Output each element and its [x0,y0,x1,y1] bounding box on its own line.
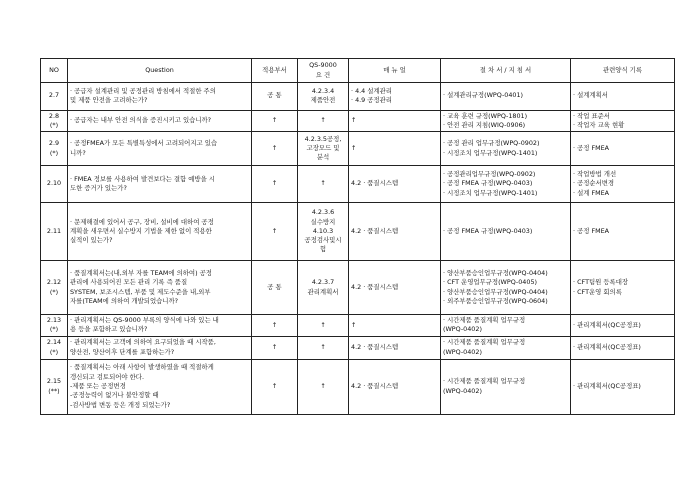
cell-manual [349,315,441,337]
table-row [41,261,675,315]
header-procedure: 절 차 서 / 지 침 서 [441,59,571,83]
cell-forms-line: · CFT운영 회의록 [573,287,622,296]
cell-department-line: ↑ [271,116,278,125]
header-forms: 관련양식 기록 [571,59,675,83]
cell-qs9000-line: ↑ [320,342,326,351]
cell-qs9000 [298,261,349,315]
cell-department [252,166,298,203]
cell-forms [571,336,675,359]
cell-no-line: 2.11 [46,226,62,235]
cell-question-line: · 공정FMEA가 모든 특별특성에서 고려되어지고 있습 [70,139,218,148]
cell-no [41,110,68,132]
cell-procedure-line: · 외주부품승인업무규정(WPQ-0604) [443,296,548,305]
cell-no [41,261,68,315]
cell-qs9000 [298,110,349,132]
cell-qs9000-line: 4.2.3.7 [311,278,335,287]
cell-qs9000-line: 분석 [316,153,330,162]
cell-procedure-line: · 시간제품 품질계획 업무규정 [443,377,526,386]
cell-forms-line: · 공정 FMEA [573,226,610,235]
cell-question [68,110,252,132]
cell-question [68,166,252,203]
cell-qs9000 [298,132,349,166]
cell-manual [349,110,441,132]
cell-manual-line: ↑ [351,143,357,152]
cell-forms [571,203,675,261]
cell-procedure-line: · 공정관리업무규정(WPQ-0902) [443,170,536,179]
cell-qs9000-line: 4.2.3.5공정, [304,134,342,143]
cell-question [68,315,252,337]
audit-checklist-table [40,58,675,415]
cell-procedure-line: · 시간제품 품질계획 업무규정 [443,316,526,325]
cell-manual-line: · 4.9 공정관리 [351,96,392,104]
cell-no-line: 2.14 [46,338,62,347]
cell-department [252,261,298,315]
cell-manual-line: 4.2 · 품질시스템 [351,381,399,390]
cell-procedure [441,261,571,315]
cell-question-line: -제품 또는 공정변경 [70,381,126,390]
cell-no [41,132,68,166]
cell-qs9000-line: ↑ [320,116,326,125]
cell-forms [571,315,675,337]
table-row [41,336,675,359]
cell-department [252,203,298,261]
cell-procedure-line: · 시간제품 품질계획 업무규정 [443,338,526,347]
cell-forms-line: · 공정순서변경 [573,179,615,188]
cell-qs9000-line: 제품안전 [310,96,336,104]
cell-forms-line: · 관리계획서(QC공정표) [573,342,641,351]
cell-procedure [441,132,571,166]
table-row [41,110,675,132]
cell-forms-line: · 작업 표준서 [573,111,610,120]
cell-no-line: 2.7 [48,91,60,100]
cell-procedure [441,359,571,414]
cell-no-line: (*) [49,325,59,334]
cell-forms-line: · 작업자 교육 현황 [573,120,625,129]
cell-procedure-line: · 공정 FMEA 규정(WPQ-0403) [443,179,533,188]
cell-question [68,359,252,414]
cell-department-line: ↑ [271,381,278,390]
table-row [41,359,675,414]
cell-no-line: 2.12 [46,278,62,287]
cell-question [68,82,252,110]
cell-qs9000-line: 고장모드 및 [306,143,340,152]
cell-procedure [441,336,571,359]
cell-procedure-line: · 교육 훈련 규정(WPQ-1801) [443,111,528,120]
cell-department-line: ↑ [271,342,278,351]
cell-procedure [441,166,571,203]
cell-procedure-line: · 양산부품승인업무규정(WPQ-0404) [443,269,548,277]
cell-question-line: -공정능력이 없거나 불안정할 때 [70,391,159,400]
cell-question-line: 계획을 새우면서 실수방지 기법을 제한 없이 적용한 [70,226,212,235]
cell-department-line: 공 통 [267,91,282,100]
cell-question-line: 자를(TEAM에 의하여 개발되었습니까? [70,296,179,305]
cell-forms-line: · CFT팀원 등록대장 [573,278,629,287]
cell-question [68,261,252,315]
header-qs9000 [298,59,349,83]
header-department: 적용부서 [252,59,298,83]
cell-no-line: 2.15 [46,377,62,386]
cell-qs9000 [298,82,349,110]
cell-question [68,203,252,261]
cell-question-line: 관리에 사용되어진 모든 관리 기록 즉 품질 [70,278,188,287]
cell-no-line: 2.8 [48,111,60,120]
cell-department-line: ↑ [271,320,278,329]
cell-question-line: 용 등을 포함하고 있습니까? [70,325,148,334]
cell-question [68,336,252,359]
table-row [41,203,675,261]
cell-forms-line: · 관리계획서(QC공정표) [573,320,641,329]
cell-question-line: · 품질계획서는(내,외부 자를 TEAM에 의하여) 공정 [70,269,212,277]
cell-no [41,359,68,414]
cell-procedure-line: · CFT 운영업무규정(WPQ-0405) [443,278,538,287]
cell-forms-line: · 설계 FMEA [573,188,610,197]
cell-question-line: 실적이 있는가? [70,236,113,245]
cell-manual [349,203,441,261]
cell-manual-line: 4.2 · 품질시스템 [351,226,399,235]
cell-qs9000-line: 관리계획서 [307,287,339,296]
table-row [41,82,675,110]
cell-procedure-line: · 공정 관리 업무규정(WPQ-0902) [443,139,540,148]
cell-procedure-line: · 설계관리규정(WPQ-0401) [443,91,524,100]
cell-manual [349,166,441,203]
cell-department [252,315,298,337]
cell-forms-line: · 관리계획서(QC공정표) [573,381,641,390]
cell-question-line: · 문제해결에 있어서 공구, 장비, 설비에 대하여 공정 [70,217,214,226]
cell-procedure [441,203,571,261]
cell-forms [571,132,675,166]
cell-question-line: 및 제품 안전을 고려하는가? [70,96,148,104]
cell-question-line: 양산전, 양산이후 단계를 포함하는가? [70,347,175,356]
cell-no [41,315,68,337]
cell-no [41,82,68,110]
cell-department-line: 공 통 [267,282,282,291]
cell-qs9000-line: ↑ [320,179,326,188]
cell-no-line: (*) [49,148,59,157]
header-manual: 매 뉴 얼 [349,59,441,83]
cell-procedure-line: · 양산부품승인업무규정(WPQ-0404) [443,287,548,296]
cell-question-line: 니까? [70,148,86,157]
cell-manual-line: 4.2 · 품질시스템 [351,342,399,351]
cell-question-line: · 관리계획서는 고객에 의하여 요구되었을 때 시작품, [70,338,216,347]
cell-question-line: · 공급자는 내부 안전 의식을 증진시키고 있습니까? [70,116,212,125]
cell-no [41,203,68,261]
cell-procedure-line: (WPQ-0402) [443,386,482,395]
cell-manual [349,359,441,414]
cell-manual [349,132,441,166]
cell-procedure-line: · 안전 관리 지침(WIQ-0906) [443,120,526,129]
cell-department [252,132,298,166]
cell-department-line: ↑ [271,179,278,188]
cell-no-line: (*) [49,120,59,129]
cell-manual-line: ↑ [351,320,357,329]
cell-forms [571,261,675,315]
cell-manual-line: 4.2 · 품질시스템 [351,282,399,291]
cell-qs9000 [298,166,349,203]
cell-procedure-line: (WPQ-0402) [443,347,482,356]
table-body [41,82,675,414]
cell-qs9000 [298,203,349,261]
cell-question-line: 도한 증거가 있는가? [70,184,127,193]
cell-qs9000-line: 공정검사및시 [304,236,342,245]
cell-manual-line: 4.2 · 품질시스템 [351,179,399,188]
cell-qs9000-line: ↑ [320,381,326,390]
cell-no [41,166,68,203]
cell-forms [571,110,675,132]
table-row [41,166,675,203]
cell-question [68,132,252,166]
cell-question-line: -검사방법 변동 등은 개정 되었는가? [70,400,171,409]
cell-manual [349,82,441,110]
cell-procedure-line: · 시정조치 업무규정(WPQ-1401) [443,148,538,157]
table-row [41,315,675,337]
cell-department-line: ↑ [271,143,278,152]
cell-question-line: · 공급자 설계관리 및 공정관리 방침에서 적절한 주의 [70,86,216,95]
cell-question-line: · 관리계획서는 QS-9000 부록의 양식에 나와 있는 내 [70,316,219,325]
cell-department-line: ↑ [271,226,278,235]
cell-qs9000-line: 험 [319,245,327,254]
cell-no-line: (*) [49,287,59,296]
cell-forms-line: · 작업방법 개선 [573,170,617,179]
cell-department [252,110,298,132]
cell-qs9000 [298,336,349,359]
cell-manual-line: ↑ [351,116,357,125]
cell-procedure-line: (WPQ-0402) [443,325,482,334]
cell-procedure [441,82,571,110]
cell-procedure [441,315,571,337]
cell-no-line: 2.13 [46,316,62,325]
cell-qs9000-line: 4.10.3 [312,226,334,235]
header-qs9000-text: QS-9000 요 건 [309,61,337,80]
cell-forms-line: · 설계계획서 [573,91,608,100]
cell-question-line: · 품질계획서는 아래 사항이 발생하였을 때 적절하게 [70,363,214,372]
cell-department [252,336,298,359]
cell-question-line: SYSTEM, 보조시스템, 부품 및 제도수준을 내,외부 [70,287,211,296]
cell-manual-line: · 4.4 설계관리 [351,86,392,95]
cell-no [41,336,68,359]
cell-forms [571,166,675,203]
cell-no-line: (**) [48,386,60,395]
cell-no-line: (*) [49,347,59,356]
cell-procedure-line: · 공정 FMEA 규정(WPQ-0403) [443,226,533,235]
cell-procedure [441,110,571,132]
cell-procedure-line: · 시정조치 업무규정(WPQ-1401) [443,188,538,197]
table-row [41,132,675,166]
cell-forms [571,82,675,110]
cell-manual [349,261,441,315]
cell-qs9000-line: 4.2.3.4 [311,86,335,95]
cell-department [252,359,298,414]
cell-qs9000-line: 실수방지 [310,217,336,226]
cell-question-line: 갱신되고 검토되어야 한다. [70,372,145,381]
header-question: Question [68,59,252,83]
cell-question-line: · FMEA 정보를 사용하여 발견보다는 결함 예방을 시 [70,174,215,183]
cell-qs9000 [298,359,349,414]
cell-department [252,82,298,110]
cell-manual [349,336,441,359]
cell-no-line: 2.10 [46,179,62,188]
cell-qs9000-line: ↑ [320,320,326,329]
cell-forms [571,359,675,414]
cell-qs9000 [298,315,349,337]
cell-no-line: 2.9 [48,139,60,148]
header-no: NO [41,59,68,83]
cell-qs9000-line: 4.2.3.6 [311,208,335,217]
table-header-row [41,59,675,83]
cell-forms-line: · 공정 FMEA [573,143,610,152]
